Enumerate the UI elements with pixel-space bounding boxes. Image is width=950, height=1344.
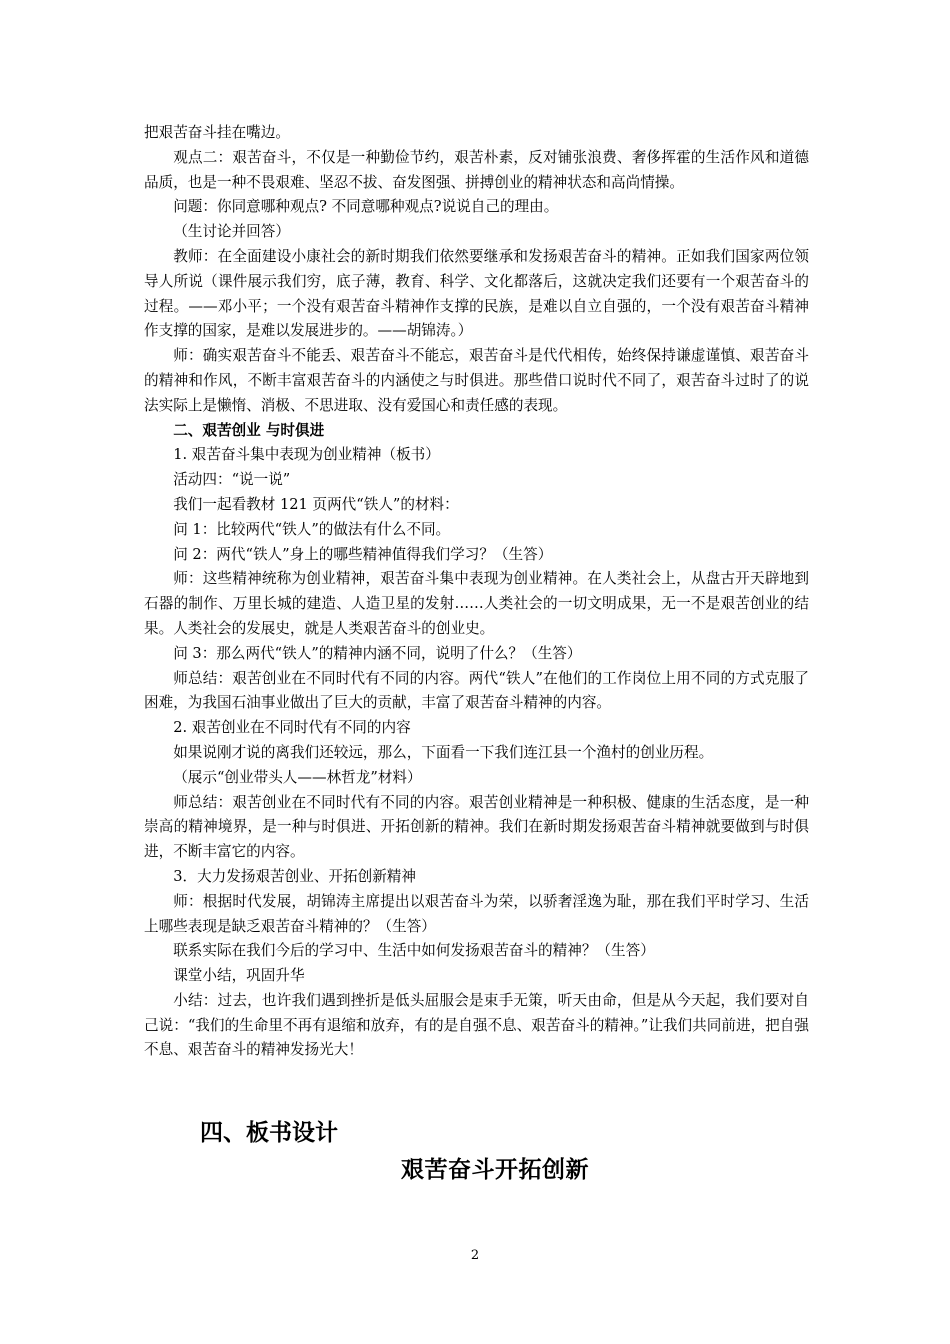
paragraph: 如果说刚才说的离我们还较远，那么，下面看一下我们连江县一个渔村的创业历程。 — [173, 743, 714, 761]
paragraph: 3．大力发扬艰苦创业、开拓创新精神 — [173, 867, 416, 885]
paragraph: 师：确实艰苦奋斗不能丢、艰苦奋斗不能忘，艰苦奋斗是代代相传，始终保持谦虚谨慎、艰苦奋斗的精神和作风，不断丰富艰苦奋斗的内涵使之与时俱进。那些借口说时代不同了，艰苦奋斗过时了的说法实际上是懒惰、消极、不思进取、没有爱国心和责任感的表现。 — [144, 347, 809, 414]
paragraph: 1. 艰苦奋斗集中表现为创业精神（板书） — [173, 446, 440, 464]
section-heading: 四、板书设计 — [200, 1120, 338, 1146]
board-design-title: 艰苦奋斗开拓创新 — [401, 1157, 589, 1183]
paragraph: 问题：你同意哪种观点? 不同意哪种观点?说说自己的理由。 — [173, 198, 559, 216]
paragraph: 问 2：两代“铁人”身上的哪些精神值得我们学习？（生答） — [173, 545, 553, 563]
page-number: 2 — [470, 1248, 480, 1263]
paragraph: 2. 艰苦创业在不同时代有不同的内容 — [173, 719, 411, 737]
paragraph: 师：根据时代发展，胡锦涛主席提出以艰苦奋斗为荣，以骄奢淫逸为耻，那在我们平时学习、生活上哪些表现是缺乏艰苦奋斗精神的？（生答） — [144, 892, 809, 935]
paragraph: 师：这些精神统称为创业精神，艰苦奋斗集中表现为创业精神。在人类社会上，从盘古开天辟地到石器的制作、万里长城的建造、人造卫星的发射……人类社会的一切文明成果，无一不是艰苦创业的结果。人类社会的发展史，就是人类艰苦奋斗的创业史。 — [144, 570, 809, 637]
subsection-heading: 二、艰苦创业 与时俱进 — [173, 421, 325, 439]
paragraph: （展示“创业带头人——林哲龙”材料） — [173, 768, 422, 786]
paragraph: （生讨论并回答） — [173, 223, 290, 241]
paragraph: 课堂小结，巩固升华 — [173, 967, 305, 985]
paragraph: 师总结：艰苦创业在不同时代有不同的内容。两代“铁人”在他们的工作岗位上用不同的方式克服了困难，为我国石油事业做出了巨大的贡献，丰富了艰苦奋斗精神的内容。 — [144, 669, 809, 712]
paragraph: 观点二：艰苦奋斗，不仅是一种勤俭节约，艰苦朴素，反对铺张浪费、奢侈挥霍的生活作风和道德品质，也是一种不畏艰难、坚忍不拔、奋发图强、拼搏创业的精神状态和高尚情操。 — [144, 148, 809, 191]
paragraph: 活动四：“说一说” — [173, 471, 291, 489]
paragraph: 教师：在全面建设小康社会的新时期我们依然要继承和发扬艰苦奋斗的精神。正如我们国家两位领导人所说（课件展示我们穷，底子薄，教育、科学、文化都落后，这就决定我们还要有一个艰苦奋斗的过程。——邓小平；一个没有艰苦奋斗精神作支撑的民族，是难以自立自强的，一个没有艰苦奋斗精神作支撑的国家，是难以发展进步的。——胡锦涛。） — [144, 247, 809, 340]
paragraph: 联系实际在我们今后的学习中、生活中如何发扬艰苦奋斗的精神？（生答） — [173, 942, 655, 960]
paragraph: 我们一起看教材 121 页两代“铁人”的材料： — [173, 495, 459, 513]
paragraph: 把艰苦奋斗挂在嘴边。 — [144, 124, 290, 141]
paragraph: 师总结：艰苦创业在不同时代有不同的内容。艰苦创业精神是一种积极、健康的生活态度，是一种崇高的精神境界，是一种与时俱进、开拓创新的精神。我们在新时期发扬艰苦奋斗精神就要做到与时俱进，不断丰富它的内容。 — [144, 793, 809, 861]
paragraph: 小结：过去，也许我们遇到挫折是低头屈服会是束手无策，听天由命，但是从今天起，我们要对自己说：“我们的生命里不再有退缩和放弃，有的是自强不息、艰苦奋斗的精神。”让我们共同前进，把自强不息、艰苦奋斗的精神发扬光大！ — [144, 991, 809, 1059]
paragraph: 问 3：那么两代“铁人”的精神内涵不同，说明了什么？（生答） — [173, 644, 582, 662]
paragraph: 问 1：比较两代“铁人”的做法有什么不同。 — [173, 520, 451, 538]
lesson-body-text — [144, 121, 809, 1063]
